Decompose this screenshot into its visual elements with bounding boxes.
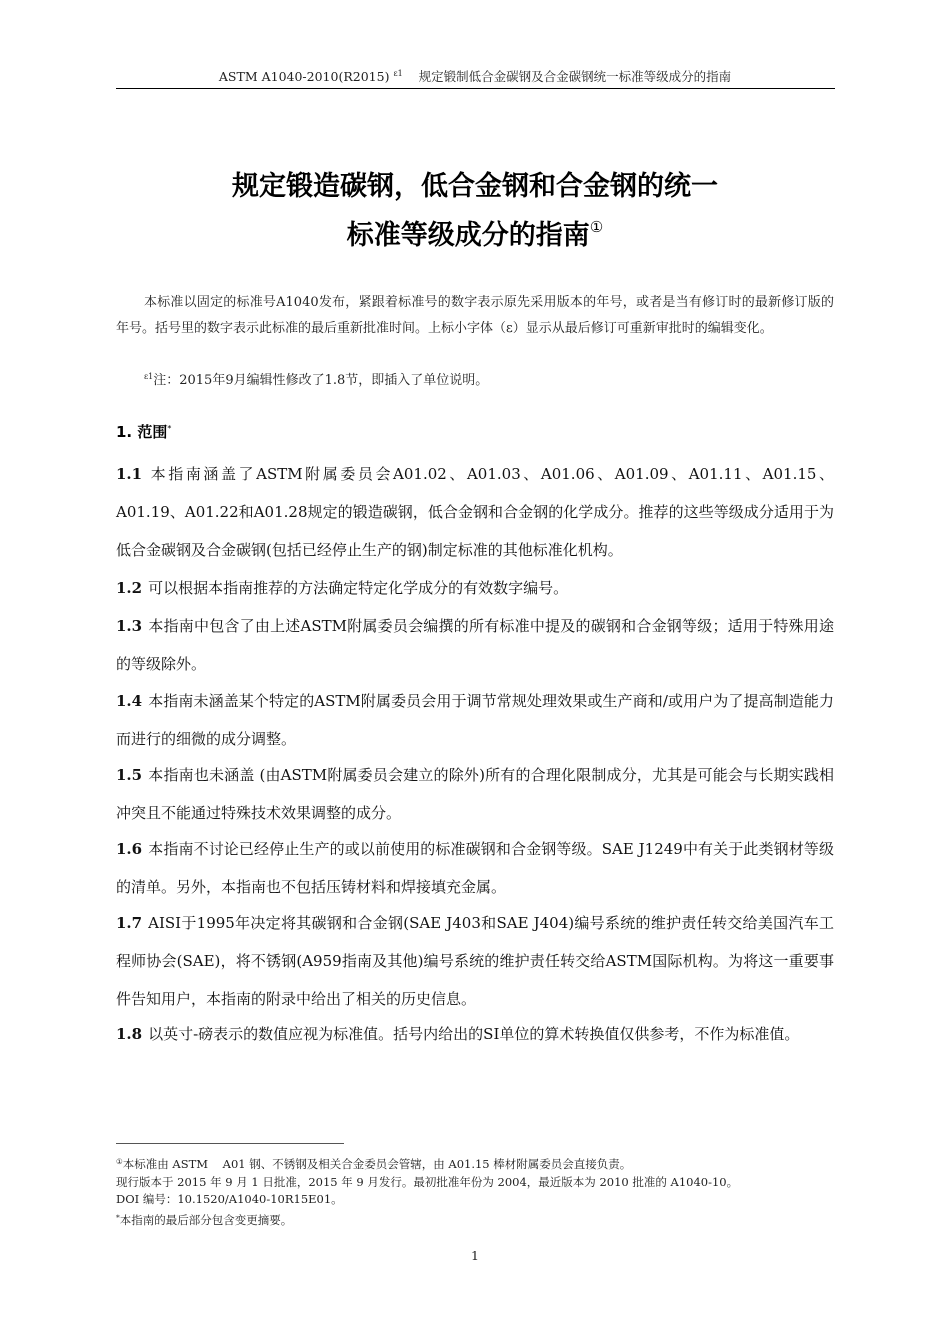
footnote-4 (116, 1209, 836, 1230)
paragraph-number: 1.5 (116, 766, 143, 784)
paragraph-text: 本指南不讨论已经停止生产的或以前使用的标准碳钢和合金钢等级。SAE J1249中有关于此类钢材等级的清单。另外，本指南也不包括压铸材料和焊接填充金属。 (116, 840, 834, 896)
footnote-4-mark: * (116, 1212, 120, 1222)
header-title: 规定锻制低合金碳钢及合金碳钢统一标准等级成分的指南 (418, 69, 732, 84)
intro-note-text: 注：2015年9月编辑性修改了1.8节，即插入了单位说明。 (153, 373, 489, 388)
footnote-rule (116, 1143, 344, 1144)
intro-paragraph: 本标准以固定的标准号A1040发布，紧跟着标准号的数字表示原先采用版本的年号，或者是当有修订时的最新修订版的年号。括号里的数字表示此标准的最后重新批准时间。上标小字体（ε）显示从最后修订可重新审批时的编辑变化。 (116, 295, 834, 336)
section-title: 1. 范围 (116, 423, 168, 441)
paragraph-1-5 (116, 756, 834, 832)
paragraph-text: 本指南未涵盖某个特定的ASTM附属委员会用于调节常规处理效果或生产商和/或用户为了提高制造能力而进行的细微的成分调整。 (116, 692, 834, 748)
document-title-line-2 (116, 213, 834, 252)
paragraph-number: 1.8 (116, 1025, 143, 1043)
footnote-1-mark: ① (116, 1157, 123, 1166)
paragraph-number: 1.2 (116, 579, 143, 597)
paragraph-1-3 (116, 607, 834, 683)
footnote-4-text: 本指南的最后部分包含变更摘要。 (119, 1212, 293, 1227)
paragraph-text: 本指南涵盖了ASTM附属委员会A01.02、A01.03、A01.06、A01.09、A01.11、A01.15、A01.19、A01.22和A01.28规定的锻造碳钢，低合金钢和合金钢的化学成分。推荐的这些等级成分适用于为低合金碳钢及合金碳钢(包括已经停止生产的钢)制定标准的其他标准化机构。 (116, 465, 834, 559)
page-number: 1 (471, 1248, 479, 1263)
paragraph-1-8 (116, 1015, 834, 1053)
paragraph-text: 以英寸-磅表示的数值应视为标准值。括号内给出的SI单位的算术转换值仅供参考，不作为标准值。 (148, 1025, 800, 1043)
footnote-3: DOI 编号：10.1520/A1040-10R15E01。 (116, 1192, 343, 1206)
running-header (116, 67, 834, 85)
paragraph-1-4 (116, 682, 834, 758)
paragraph-1-1 (116, 455, 834, 569)
header-superscript: ε1 (393, 69, 403, 78)
intro-note-mark: ε1 (144, 372, 154, 381)
footnotes (116, 1153, 836, 1229)
paragraph-text: 本指南也未涵盖 (由ASTM附属委员会建立的除外)所有的合理化限制成分，尤其是可能会与长期实践相冲突且不能通过特殊技术效果调整的成分。 (116, 766, 834, 822)
paragraph-number: 1.4 (116, 692, 143, 710)
paragraph-number: 1.7 (116, 914, 143, 932)
header-designation: ASTM A1040-2010(R2015) (218, 69, 390, 84)
paragraph-1-2 (116, 569, 834, 607)
paragraph-text: AISI于1995年决定将其碳钢和合金钢(SAE J403和SAE J404)编号系统的维护责任转交给美国汽车工程师协会(SAE)，将不锈钢(A959指南及其他)编号系统的维护责任转交给ASTM国际机构。为将这一重要事件告知用户，本指南的附录中给出了相关的历史信息。 (116, 914, 834, 1008)
paragraph-text: 本指南中包含了由上述ASTM附属委员会编撰的所有标准中提及的碳钢和合金钢等级；适用于特殊用途的等级除外。 (116, 617, 834, 673)
footnote-1-text: 本标准由 ASTM A01 钢、不锈钢及相关合金委员会管辖，由 A01.15 棒材附属委员会直接负责。 (122, 1157, 632, 1171)
paragraph-1-7 (116, 904, 834, 1018)
paragraph-text: 可以根据本指南推荐的方法确定特定化学成分的有效数字编号。 (148, 579, 569, 597)
footnote-1 (116, 1153, 836, 1174)
paragraph-number: 1.3 (116, 617, 143, 635)
paragraph-1-6 (116, 830, 834, 906)
title-footnote-mark: ① (589, 218, 604, 236)
title-line-2-text: 标准等级成分的指南 (346, 220, 590, 251)
header-rule (116, 88, 835, 89)
paragraph-number: 1.1 (116, 465, 143, 483)
intro-note (144, 367, 488, 391)
footnote-2: 现行版本于 2015 年 9 月 1 日批准，2015 年 9 月发行。最初批准年份为 2004，最近版本为 2010 批准的 A1040-10。 (116, 1174, 739, 1189)
document-title-line-1: 规定锻造碳钢，低合金钢和合金钢的统一 (232, 171, 718, 202)
section-mark: * (167, 424, 172, 433)
paragraph-number: 1.6 (116, 840, 143, 858)
section-heading (116, 421, 171, 442)
